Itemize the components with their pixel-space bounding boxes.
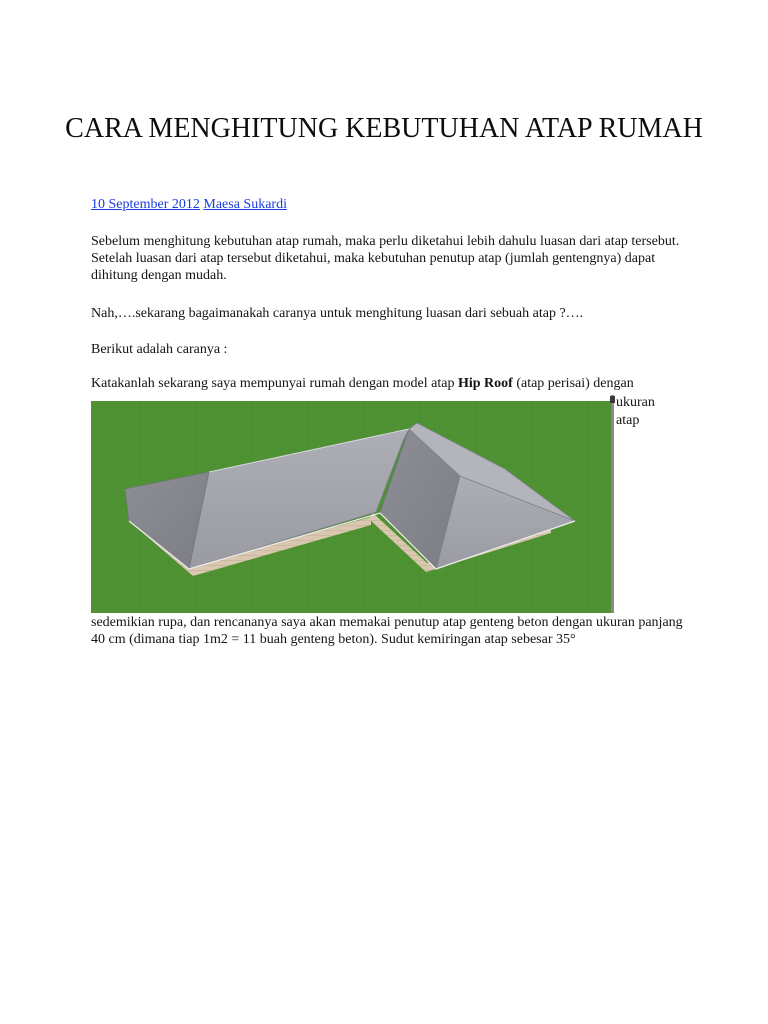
- paragraph-question: Nah,….sekarang bagaimanakah caranya untuk menghitung luasan dari sebuah atap ?….: [91, 306, 584, 321]
- paragraph-intro: Sebelum menghitung kebutuhan atap rumah, maka perlu diketahui lebih dahulu luasan dari atap tersebut. Setelah luasan dari atap tersebut diketahui, maka kebutuhan penutup atap (jumlah gentengnya) dapat dihitung dengan mudah.: [91, 234, 680, 283]
- paragraph-hip-roof-text-2: (atap perisai) dengan: [512, 376, 634, 391]
- hip-roof-illustration: [91, 401, 612, 613]
- date-link[interactable]: 10 September 2012: [91, 197, 200, 212]
- side-text-atap: atap: [616, 413, 640, 428]
- article-meta: [91, 196, 287, 214]
- paragraph-tiles: sedemikian rupa, dan rencananya saya akan memakai penutup atap genteng beton dengan ukuran panjang 40 cm (dimana tiap 1m2 = 11 buah genteng beton). Sudut kemiringan atap sebesar 35°: [91, 615, 683, 647]
- side-text-ukuran: ukuran: [616, 395, 655, 410]
- hip-roof-term: Hip Roof: [457, 376, 513, 391]
- article-title: CARA MENGHITUNG KEBUTUHAN ATAP RUMAH: [65, 113, 703, 144]
- paragraph-hip-roof: [91, 375, 691, 392]
- author-link[interactable]: Maesa Sukardi: [203, 197, 287, 212]
- paragraph-hip-roof-text-1: Katakanlah sekarang saya mempunyai rumah dengan model atap: [91, 376, 458, 391]
- paragraph-lead: Berikut adalah caranya :: [91, 342, 228, 357]
- hip-roof-drawing: [91, 401, 612, 613]
- image-scroll-edge[interactable]: [611, 395, 614, 613]
- image-scroll-thumb[interactable]: [610, 396, 615, 403]
